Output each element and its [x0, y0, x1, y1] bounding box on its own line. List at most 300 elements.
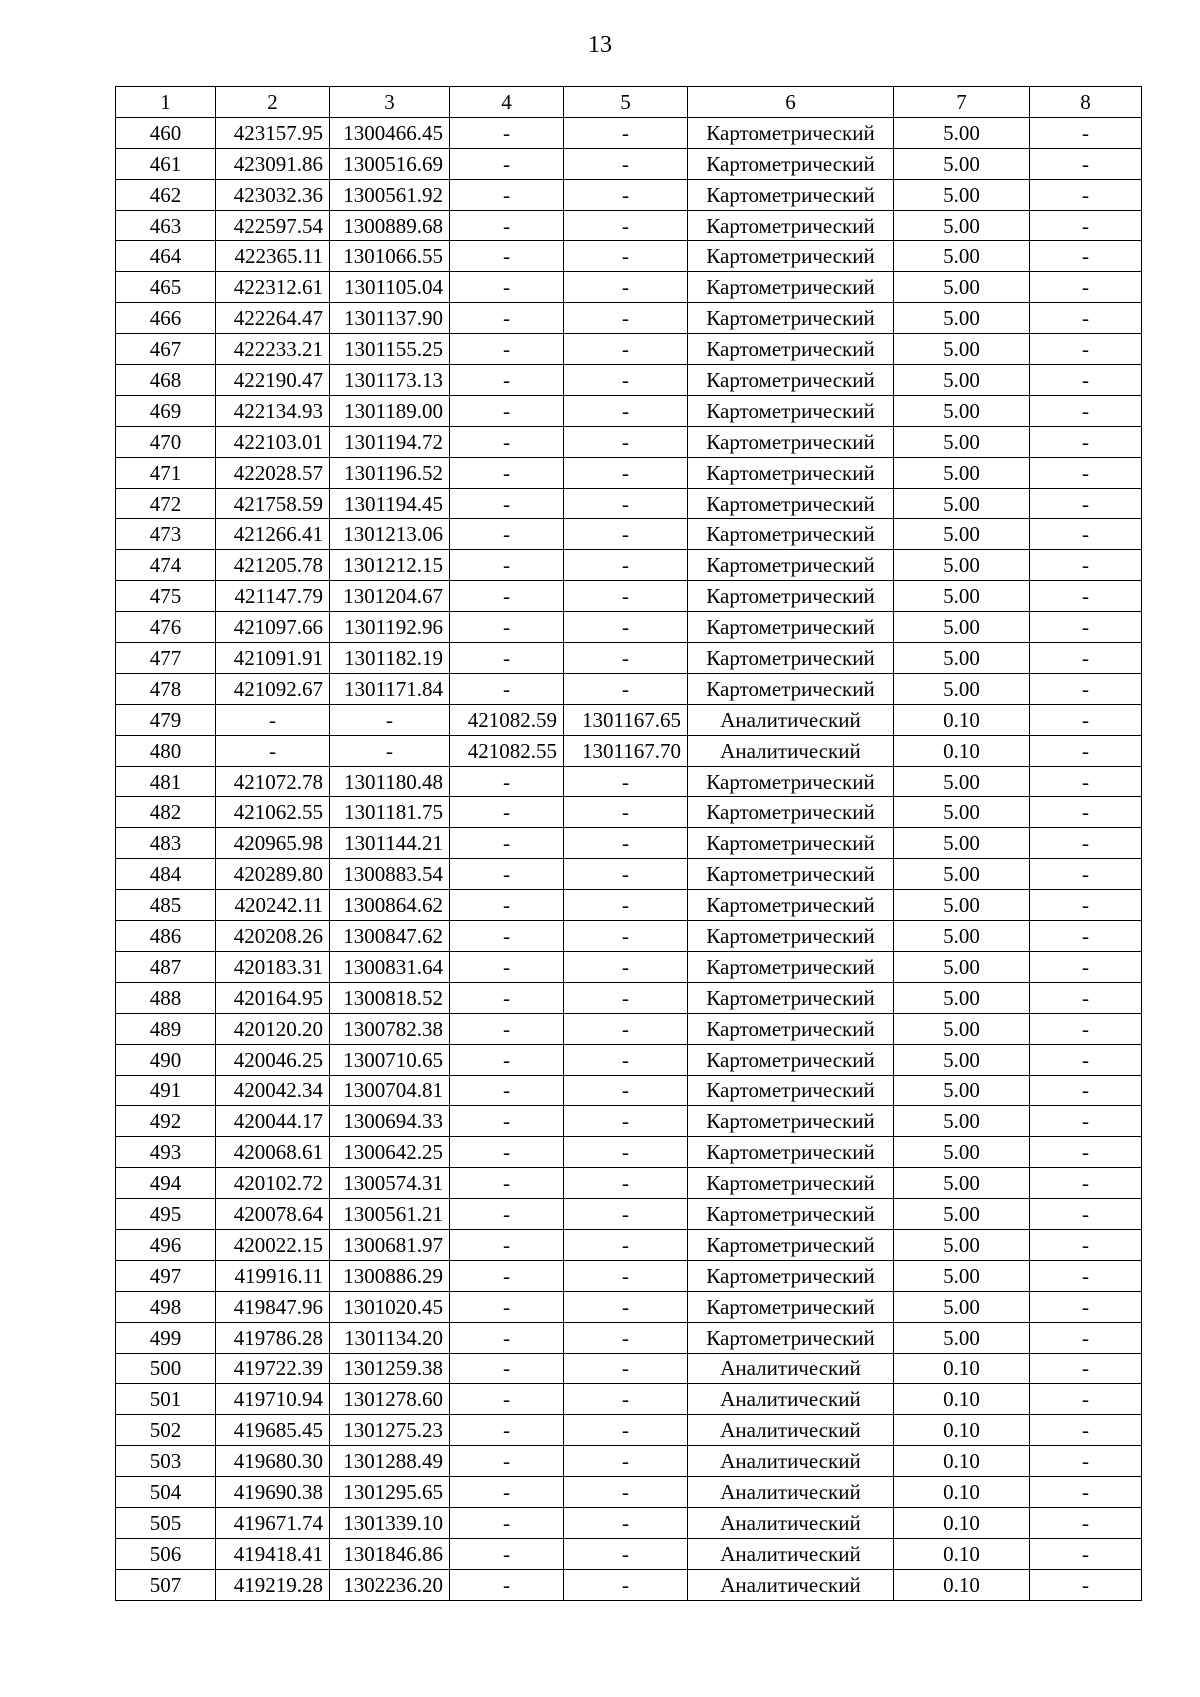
accuracy-cell: 5.00 [894, 951, 1030, 982]
table-row [116, 1044, 1142, 1075]
note-cell: - [1030, 673, 1142, 704]
table-row [116, 1229, 1142, 1260]
method-cell: Аналитический [688, 1446, 894, 1477]
y-coordinate-cell: 1301295.65 [330, 1477, 450, 1508]
method-cell: Аналитический [688, 704, 894, 735]
accuracy-cell: 5.00 [894, 519, 1030, 550]
method-cell: Картометрический [688, 766, 894, 797]
accuracy-cell: 5.00 [894, 1229, 1030, 1260]
point-number-cell: 471 [116, 457, 216, 488]
method-cell: Аналитический [688, 1415, 894, 1446]
x-coordinate-cell: 420965.98 [216, 828, 330, 859]
x-coordinate-cell: 420242.11 [216, 890, 330, 921]
accuracy-cell: 5.00 [894, 581, 1030, 612]
method-cell: Картометрический [688, 828, 894, 859]
point-number-cell: 501 [116, 1384, 216, 1415]
x-coordinate-alt-cell: - [450, 1538, 564, 1569]
y-coordinate-alt-cell: - [564, 1260, 688, 1291]
header-cell-5: 5 [564, 87, 688, 118]
y-coordinate-alt-cell: - [564, 1384, 688, 1415]
y-coordinate-alt-cell: - [564, 457, 688, 488]
point-number-cell: 486 [116, 921, 216, 952]
y-coordinate-cell: 1301171.84 [330, 673, 450, 704]
point-number-cell: 485 [116, 890, 216, 921]
y-coordinate-alt-cell: - [564, 1415, 688, 1446]
method-cell: Картометрический [688, 1199, 894, 1230]
table-row [116, 1446, 1142, 1477]
accuracy-cell: 5.00 [894, 303, 1030, 334]
x-coordinate-cell: 423032.36 [216, 179, 330, 210]
x-coordinate-alt-cell: - [450, 581, 564, 612]
method-cell: Картометрический [688, 395, 894, 426]
y-coordinate-alt-cell: - [564, 951, 688, 982]
table-row [116, 1507, 1142, 1538]
x-coordinate-alt-cell: - [450, 426, 564, 457]
table-row [116, 1137, 1142, 1168]
note-cell: - [1030, 643, 1142, 674]
accuracy-cell: 5.00 [894, 272, 1030, 303]
x-coordinate-alt-cell: - [450, 1291, 564, 1322]
note-cell: - [1030, 1446, 1142, 1477]
y-coordinate-cell: 1301212.15 [330, 550, 450, 581]
y-coordinate-alt-cell: - [564, 241, 688, 272]
table-row [116, 797, 1142, 828]
note-cell: - [1030, 395, 1142, 426]
note-cell: - [1030, 1291, 1142, 1322]
point-number-cell: 496 [116, 1229, 216, 1260]
point-number-cell: 497 [116, 1260, 216, 1291]
point-number-cell: 498 [116, 1291, 216, 1322]
method-cell: Картометрический [688, 673, 894, 704]
x-coordinate-alt-cell: - [450, 395, 564, 426]
note-cell: - [1030, 704, 1142, 735]
method-cell: Картометрический [688, 303, 894, 334]
note-cell: - [1030, 117, 1142, 148]
note-cell: - [1030, 519, 1142, 550]
table-row [116, 519, 1142, 550]
x-coordinate-alt-cell: - [450, 334, 564, 365]
accuracy-cell: 5.00 [894, 797, 1030, 828]
x-coordinate-alt-cell: - [450, 1477, 564, 1508]
point-number-cell: 507 [116, 1569, 216, 1600]
note-cell: - [1030, 241, 1142, 272]
y-coordinate-alt-cell: - [564, 1291, 688, 1322]
note-cell: - [1030, 426, 1142, 457]
x-coordinate-cell: 420078.64 [216, 1199, 330, 1230]
y-coordinate-alt-cell: - [564, 828, 688, 859]
table-row [116, 365, 1142, 396]
x-coordinate-cell: 419219.28 [216, 1569, 330, 1600]
x-coordinate-cell: 421097.66 [216, 612, 330, 643]
y-coordinate-cell: 1300574.31 [330, 1168, 450, 1199]
method-cell: Картометрический [688, 519, 894, 550]
y-coordinate-alt-cell: 1301167.65 [564, 704, 688, 735]
method-cell: Картометрический [688, 457, 894, 488]
table-row [116, 982, 1142, 1013]
y-coordinate-cell: 1300642.25 [330, 1137, 450, 1168]
x-coordinate-cell: 420183.31 [216, 951, 330, 982]
y-coordinate-alt-cell: - [564, 519, 688, 550]
table-row [116, 1477, 1142, 1508]
y-coordinate-cell: 1301278.60 [330, 1384, 450, 1415]
note-cell: - [1030, 272, 1142, 303]
note-cell: - [1030, 1106, 1142, 1137]
y-coordinate-cell: 1300889.68 [330, 210, 450, 241]
accuracy-cell: 5.00 [894, 643, 1030, 674]
point-number-cell: 462 [116, 179, 216, 210]
point-number-cell: 489 [116, 1013, 216, 1044]
accuracy-cell: 5.00 [894, 241, 1030, 272]
y-coordinate-cell: 1302236.20 [330, 1569, 450, 1600]
note-cell: - [1030, 982, 1142, 1013]
method-cell: Картометрический [688, 365, 894, 396]
table-row [116, 1353, 1142, 1384]
accuracy-cell: 5.00 [894, 982, 1030, 1013]
accuracy-cell: 5.00 [894, 828, 1030, 859]
x-coordinate-cell: 421072.78 [216, 766, 330, 797]
y-coordinate-alt-cell: - [564, 1538, 688, 1569]
x-coordinate-cell: 422264.47 [216, 303, 330, 334]
y-coordinate-alt-cell: - [564, 303, 688, 334]
note-cell: - [1030, 1013, 1142, 1044]
accuracy-cell: 5.00 [894, 365, 1030, 396]
table-row [116, 951, 1142, 982]
y-coordinate-cell: 1300704.81 [330, 1075, 450, 1106]
note-cell: - [1030, 210, 1142, 241]
header-cell-8: 8 [1030, 87, 1142, 118]
x-coordinate-cell: 420042.34 [216, 1075, 330, 1106]
y-coordinate-cell: 1301192.96 [330, 612, 450, 643]
y-coordinate-alt-cell: - [564, 210, 688, 241]
x-coordinate-cell: 421266.41 [216, 519, 330, 550]
note-cell: - [1030, 550, 1142, 581]
x-coordinate-cell: 423091.86 [216, 148, 330, 179]
y-coordinate-cell: 1300516.69 [330, 148, 450, 179]
point-number-cell: 469 [116, 395, 216, 426]
y-coordinate-alt-cell: - [564, 148, 688, 179]
x-coordinate-cell: 421062.55 [216, 797, 330, 828]
y-coordinate-cell: 1300883.54 [330, 859, 450, 890]
note-cell: - [1030, 179, 1142, 210]
y-coordinate-cell: 1301213.06 [330, 519, 450, 550]
method-cell: Картометрический [688, 179, 894, 210]
x-coordinate-cell: 420208.26 [216, 921, 330, 952]
x-coordinate-alt-cell: - [450, 457, 564, 488]
table-header [116, 87, 1142, 118]
x-coordinate-alt-cell: - [450, 1106, 564, 1137]
y-coordinate-alt-cell: - [564, 766, 688, 797]
header-cell-3: 3 [330, 87, 450, 118]
header-cell-7: 7 [894, 87, 1030, 118]
x-coordinate-alt-cell: - [450, 272, 564, 303]
x-coordinate-alt-cell: - [450, 1168, 564, 1199]
method-cell: Картометрический [688, 982, 894, 1013]
y-coordinate-cell: 1300886.29 [330, 1260, 450, 1291]
accuracy-cell: 0.10 [894, 1384, 1030, 1415]
point-number-cell: 472 [116, 488, 216, 519]
method-cell: Картометрический [688, 1168, 894, 1199]
method-cell: Аналитический [688, 1569, 894, 1600]
method-cell: Картометрический [688, 1137, 894, 1168]
y-coordinate-alt-cell: - [564, 179, 688, 210]
note-cell: - [1030, 1075, 1142, 1106]
y-coordinate-cell: 1301020.45 [330, 1291, 450, 1322]
y-coordinate-cell: 1300782.38 [330, 1013, 450, 1044]
x-coordinate-alt-cell: - [450, 1353, 564, 1384]
point-number-cell: 473 [116, 519, 216, 550]
note-cell: - [1030, 1260, 1142, 1291]
table-row [116, 303, 1142, 334]
x-coordinate-cell: 420022.15 [216, 1229, 330, 1260]
point-number-cell: 470 [116, 426, 216, 457]
y-coordinate-cell: 1300561.92 [330, 179, 450, 210]
accuracy-cell: 5.00 [894, 334, 1030, 365]
y-coordinate-alt-cell: - [564, 581, 688, 612]
note-cell: - [1030, 1044, 1142, 1075]
y-coordinate-cell: 1300864.62 [330, 890, 450, 921]
point-number-cell: 504 [116, 1477, 216, 1508]
note-cell: - [1030, 365, 1142, 396]
method-cell: Картометрический [688, 1291, 894, 1322]
method-cell: Аналитический [688, 1384, 894, 1415]
method-cell: Картометрический [688, 210, 894, 241]
x-coordinate-cell: 419680.30 [216, 1446, 330, 1477]
point-number-cell: 481 [116, 766, 216, 797]
note-cell: - [1030, 1137, 1142, 1168]
y-coordinate-alt-cell: - [564, 1229, 688, 1260]
y-coordinate-alt-cell: - [564, 1013, 688, 1044]
x-coordinate-alt-cell: - [450, 1446, 564, 1477]
y-coordinate-alt-cell: - [564, 395, 688, 426]
table-row [116, 550, 1142, 581]
y-coordinate-alt-cell: - [564, 859, 688, 890]
table-row [116, 735, 1142, 766]
x-coordinate-alt-cell: - [450, 643, 564, 674]
point-number-cell: 492 [116, 1106, 216, 1137]
x-coordinate-alt-cell: - [450, 797, 564, 828]
x-coordinate-alt-cell: - [450, 1415, 564, 1446]
y-coordinate-alt-cell: - [564, 1137, 688, 1168]
method-cell: Картометрический [688, 1322, 894, 1353]
accuracy-cell: 5.00 [894, 488, 1030, 519]
point-number-cell: 463 [116, 210, 216, 241]
accuracy-cell: 5.00 [894, 766, 1030, 797]
note-cell: - [1030, 1199, 1142, 1230]
note-cell: - [1030, 951, 1142, 982]
note-cell: - [1030, 303, 1142, 334]
point-number-cell: 475 [116, 581, 216, 612]
coordinates-table [115, 86, 1142, 1601]
x-coordinate-cell: 421147.79 [216, 581, 330, 612]
table-row [116, 643, 1142, 674]
y-coordinate-alt-cell: - [564, 334, 688, 365]
x-coordinate-cell: 420289.80 [216, 859, 330, 890]
y-coordinate-alt-cell: - [564, 1353, 688, 1384]
method-cell: Аналитический [688, 735, 894, 766]
x-coordinate-cell: 420046.25 [216, 1044, 330, 1075]
table-row [116, 117, 1142, 148]
method-cell: Картометрический [688, 1106, 894, 1137]
note-cell: - [1030, 148, 1142, 179]
x-coordinate-alt-cell: - [450, 612, 564, 643]
x-coordinate-cell: 419786.28 [216, 1322, 330, 1353]
y-coordinate-cell: 1300831.64 [330, 951, 450, 982]
x-coordinate-cell: 422103.01 [216, 426, 330, 457]
y-coordinate-cell: 1300694.33 [330, 1106, 450, 1137]
y-coordinate-alt-cell: - [564, 921, 688, 952]
y-coordinate-cell: 1301180.48 [330, 766, 450, 797]
method-cell: Картометрический [688, 1044, 894, 1075]
point-number-cell: 482 [116, 797, 216, 828]
x-coordinate-cell: 421091.91 [216, 643, 330, 674]
accuracy-cell: 5.00 [894, 1199, 1030, 1230]
point-number-cell: 503 [116, 1446, 216, 1477]
table-row [116, 766, 1142, 797]
note-cell: - [1030, 1507, 1142, 1538]
point-number-cell: 494 [116, 1168, 216, 1199]
note-cell: - [1030, 797, 1142, 828]
note-cell: - [1030, 1229, 1142, 1260]
table-row [116, 673, 1142, 704]
note-cell: - [1030, 581, 1142, 612]
x-coordinate-cell: 422365.11 [216, 241, 330, 272]
x-coordinate-alt-cell: - [450, 550, 564, 581]
x-coordinate-cell: 419722.39 [216, 1353, 330, 1384]
accuracy-cell: 5.00 [894, 1291, 1030, 1322]
y-coordinate-alt-cell: - [564, 643, 688, 674]
x-coordinate-alt-cell: - [450, 179, 564, 210]
note-cell: - [1030, 766, 1142, 797]
x-coordinate-alt-cell: - [450, 982, 564, 1013]
method-cell: Картометрический [688, 1260, 894, 1291]
point-number-cell: 478 [116, 673, 216, 704]
table-row [116, 1013, 1142, 1044]
x-coordinate-alt-cell: - [450, 488, 564, 519]
y-coordinate-cell: 1301066.55 [330, 241, 450, 272]
y-coordinate-cell: 1300561.21 [330, 1199, 450, 1230]
point-number-cell: 491 [116, 1075, 216, 1106]
point-number-cell: 479 [116, 704, 216, 735]
table-row [116, 272, 1142, 303]
accuracy-cell: 5.00 [894, 1106, 1030, 1137]
point-number-cell: 502 [116, 1415, 216, 1446]
y-coordinate-cell: 1301204.67 [330, 581, 450, 612]
table-row [116, 334, 1142, 365]
point-number-cell: 487 [116, 951, 216, 982]
x-coordinate-alt-cell: - [450, 1013, 564, 1044]
method-cell: Картометрический [688, 890, 894, 921]
point-number-cell: 483 [116, 828, 216, 859]
x-coordinate-cell: 420120.20 [216, 1013, 330, 1044]
table-row [116, 704, 1142, 735]
x-coordinate-cell: 419418.41 [216, 1538, 330, 1569]
note-cell: - [1030, 890, 1142, 921]
note-cell: - [1030, 1322, 1142, 1353]
y-coordinate-alt-cell: - [564, 673, 688, 704]
point-number-cell: 468 [116, 365, 216, 396]
table-row [116, 921, 1142, 952]
accuracy-cell: 5.00 [894, 210, 1030, 241]
accuracy-cell: 5.00 [894, 612, 1030, 643]
x-coordinate-alt-cell: - [450, 673, 564, 704]
note-cell: - [1030, 859, 1142, 890]
y-coordinate-cell: 1301137.90 [330, 303, 450, 334]
table-row [116, 859, 1142, 890]
y-coordinate-alt-cell: - [564, 1569, 688, 1600]
y-coordinate-cell: 1301196.52 [330, 457, 450, 488]
accuracy-cell: 0.10 [894, 1353, 1030, 1384]
point-number-cell: 493 [116, 1137, 216, 1168]
method-cell: Картометрический [688, 643, 894, 674]
note-cell: - [1030, 1353, 1142, 1384]
x-coordinate-cell: 422190.47 [216, 365, 330, 396]
x-coordinate-cell: - [216, 735, 330, 766]
accuracy-cell: 5.00 [894, 395, 1030, 426]
point-number-cell: 466 [116, 303, 216, 334]
x-coordinate-alt-cell: - [450, 1044, 564, 1075]
accuracy-cell: 5.00 [894, 1013, 1030, 1044]
method-cell: Картометрический [688, 148, 894, 179]
x-coordinate-alt-cell: - [450, 148, 564, 179]
accuracy-cell: 5.00 [894, 179, 1030, 210]
note-cell: - [1030, 1384, 1142, 1415]
x-coordinate-alt-cell: - [450, 210, 564, 241]
x-coordinate-cell: 419847.96 [216, 1291, 330, 1322]
method-cell: Картометрический [688, 117, 894, 148]
y-coordinate-cell: 1301155.25 [330, 334, 450, 365]
x-coordinate-alt-cell: - [450, 1075, 564, 1106]
note-cell: - [1030, 334, 1142, 365]
y-coordinate-alt-cell: - [564, 272, 688, 303]
note-cell: - [1030, 828, 1142, 859]
y-coordinate-cell: 1301194.45 [330, 488, 450, 519]
point-number-cell: 480 [116, 735, 216, 766]
y-coordinate-alt-cell: - [564, 1507, 688, 1538]
point-number-cell: 500 [116, 1353, 216, 1384]
y-coordinate-cell: 1301173.13 [330, 365, 450, 396]
note-cell: - [1030, 488, 1142, 519]
x-coordinate-alt-cell: - [450, 1137, 564, 1168]
note-cell: - [1030, 1569, 1142, 1600]
y-coordinate-alt-cell: - [564, 365, 688, 396]
x-coordinate-cell: 422597.54 [216, 210, 330, 241]
x-coordinate-cell: 420102.72 [216, 1168, 330, 1199]
y-coordinate-cell: 1301275.23 [330, 1415, 450, 1446]
accuracy-cell: 0.10 [894, 1538, 1030, 1569]
x-coordinate-cell: 422233.21 [216, 334, 330, 365]
header-cell-1: 1 [116, 87, 216, 118]
point-number-cell: 484 [116, 859, 216, 890]
x-coordinate-alt-cell: - [450, 951, 564, 982]
method-cell: Картометрический [688, 1075, 894, 1106]
x-coordinate-cell: 420164.95 [216, 982, 330, 1013]
method-cell: Картометрический [688, 581, 894, 612]
x-coordinate-cell: 419916.11 [216, 1260, 330, 1291]
table-row [116, 1415, 1142, 1446]
x-coordinate-cell: 422028.57 [216, 457, 330, 488]
y-coordinate-alt-cell: - [564, 1322, 688, 1353]
note-cell: - [1030, 612, 1142, 643]
y-coordinate-cell: 1301259.38 [330, 1353, 450, 1384]
x-coordinate-alt-cell: 421082.55 [450, 735, 564, 766]
point-number-cell: 495 [116, 1199, 216, 1230]
method-cell: Картометрический [688, 612, 894, 643]
accuracy-cell: 0.10 [894, 1477, 1030, 1508]
table-row [116, 890, 1142, 921]
method-cell: Картометрический [688, 488, 894, 519]
y-coordinate-alt-cell: - [564, 797, 688, 828]
y-coordinate-cell: 1301144.21 [330, 828, 450, 859]
